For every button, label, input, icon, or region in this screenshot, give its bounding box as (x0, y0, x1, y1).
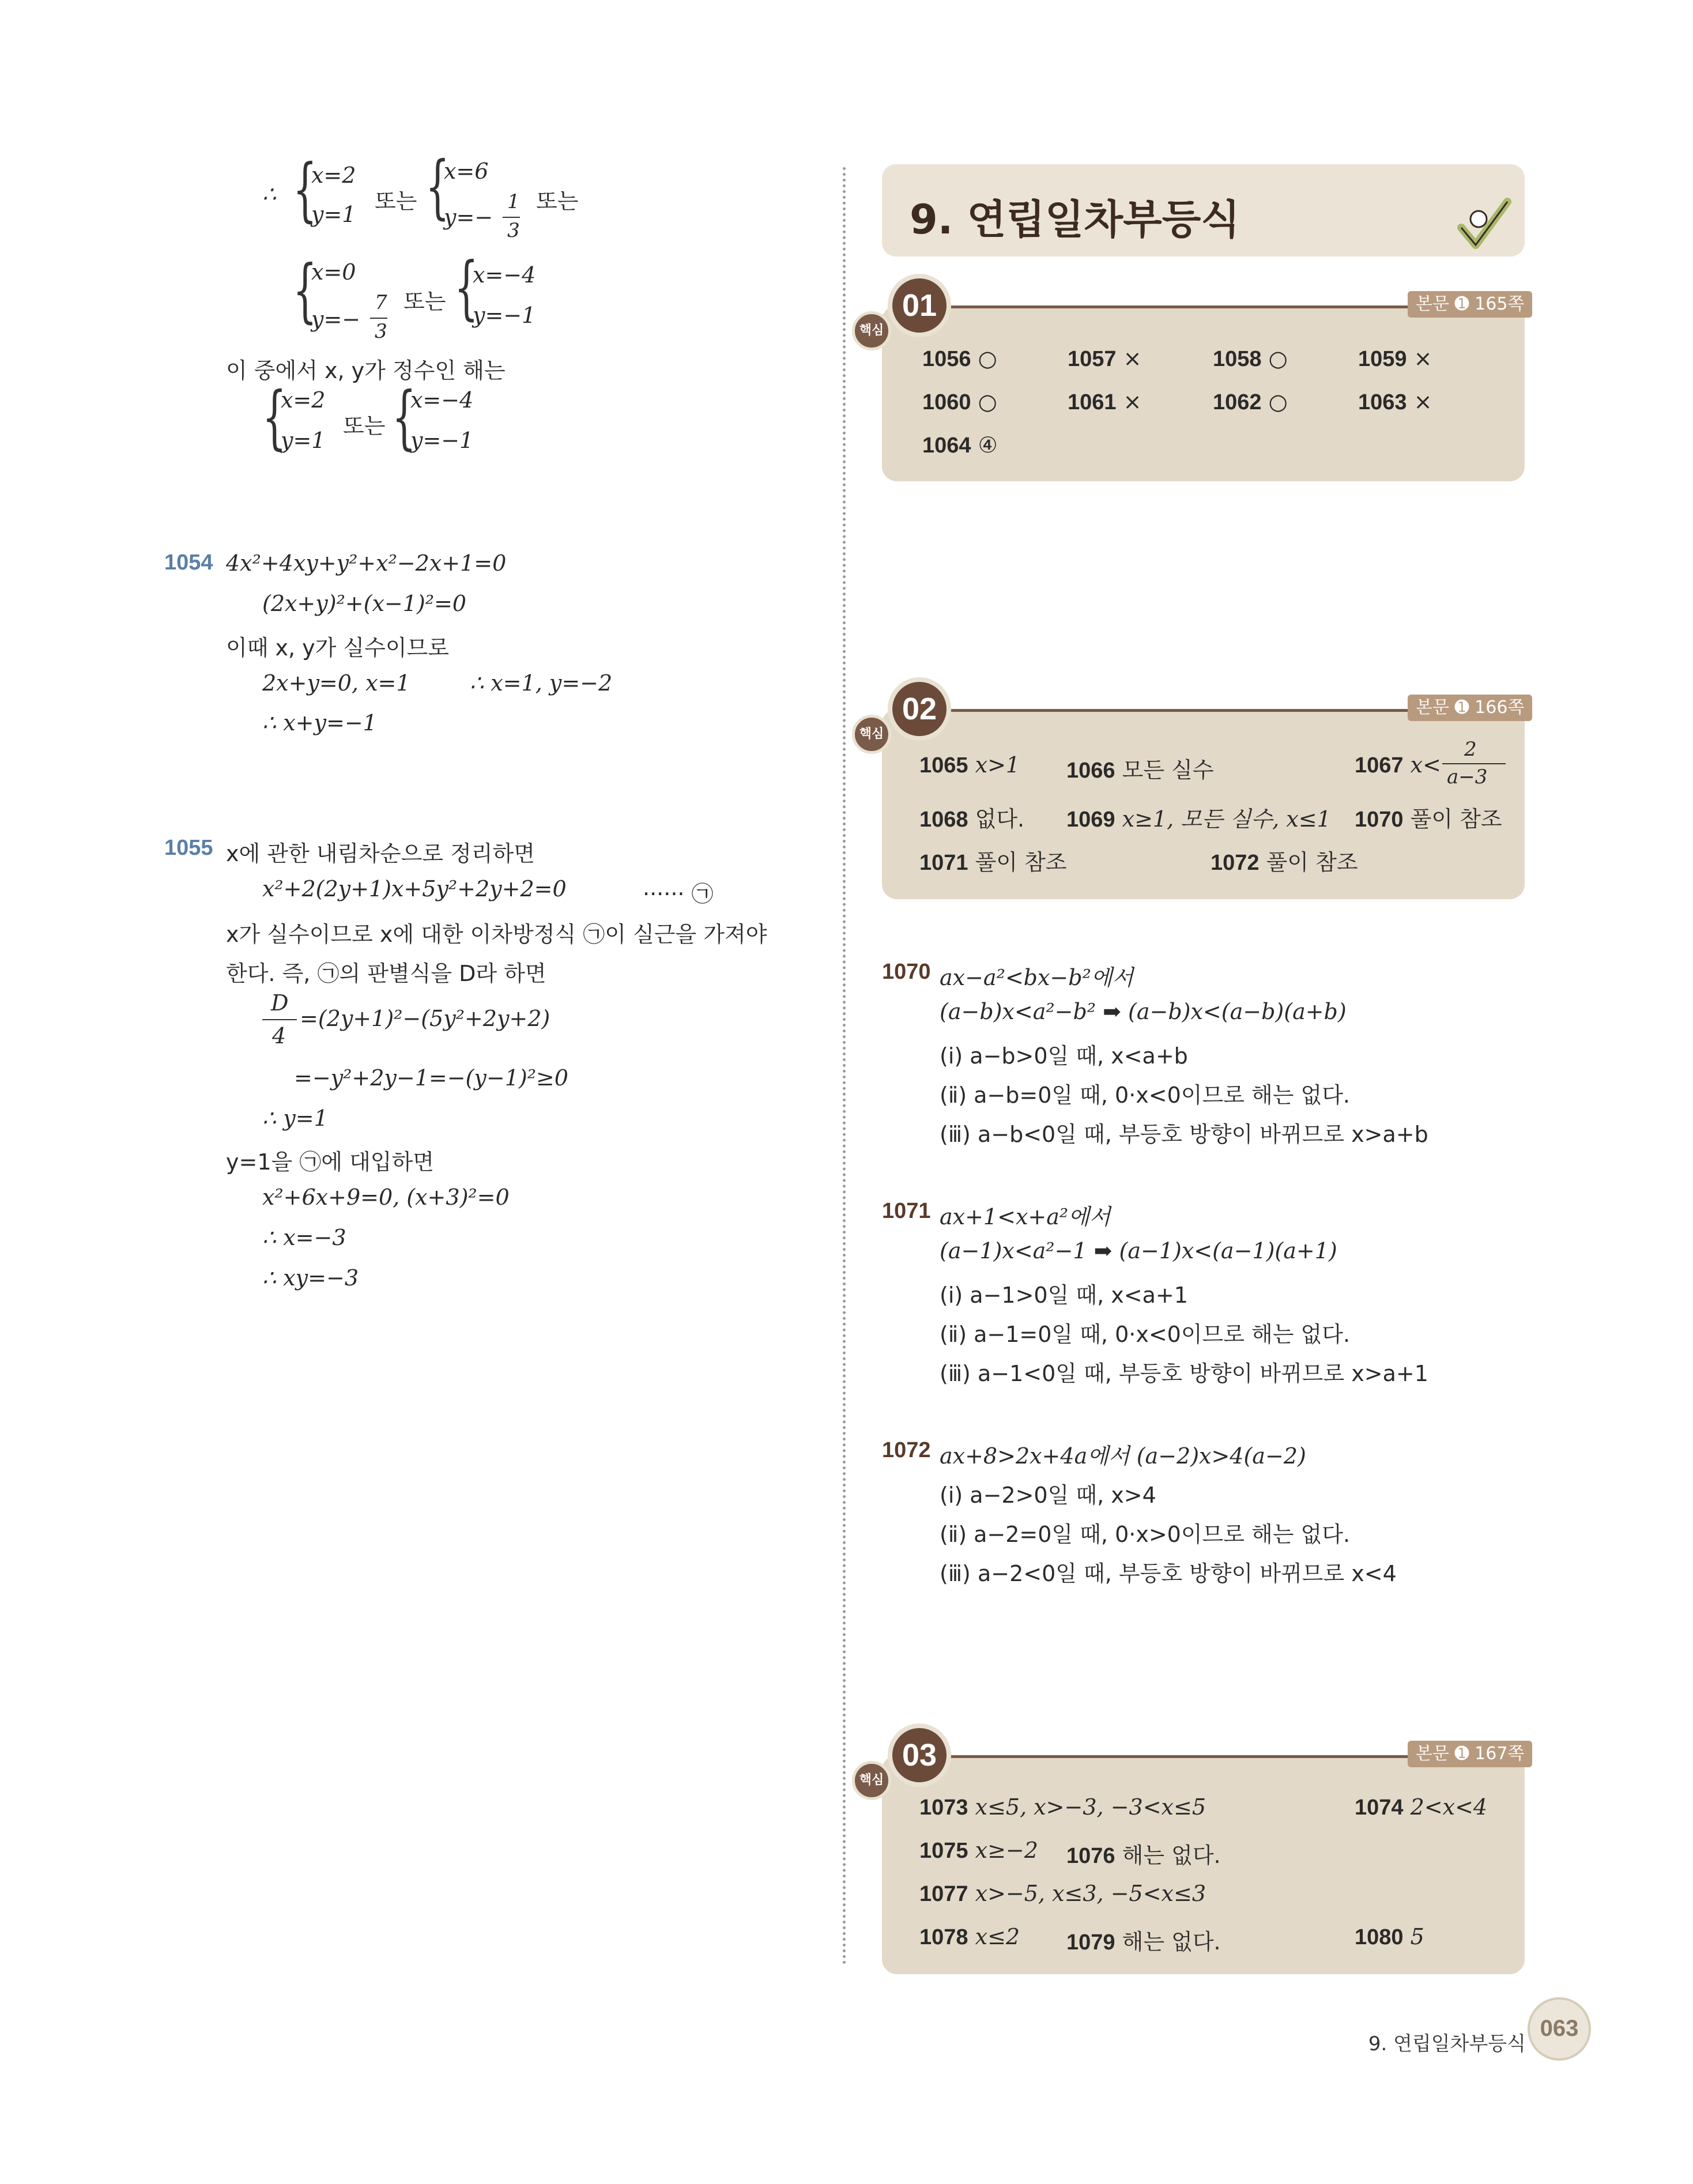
text-line: (ⅲ) a−2<0일 때, 부등호 방향이 바뀌므로 x<4 (940, 1561, 1397, 1586)
answer-number: 1075 (919, 1839, 968, 1863)
chapter-title-box (882, 164, 1525, 257)
problem-number: 1071 (882, 1199, 931, 1223)
answer-number: 1076 (1066, 1844, 1115, 1868)
equation: x=2 (281, 387, 326, 413)
answer-item (919, 1924, 1020, 1950)
equation: ∴ x=−3 (262, 1225, 346, 1250)
equation: x²+6x+9=0, (x+3)²=0 (262, 1185, 510, 1210)
equation: ax−a²<bx−b²에서 (940, 965, 1134, 990)
footer-chapter: 9. 연립일차부등식 (1368, 2032, 1526, 2055)
answer-number: 1056 (922, 347, 971, 371)
core-badge: 핵심 (852, 311, 891, 350)
answer-value: × (1413, 346, 1432, 371)
or-word: 또는 (375, 188, 417, 214)
page-reference: 본문 ➊ 167쪽 (1408, 1741, 1532, 1767)
core-badge: 핵심 (852, 1761, 891, 1800)
answer-section-02 (882, 709, 1525, 899)
fraction-bar (262, 1019, 297, 1020)
or-word: 또는 (343, 413, 386, 439)
brace-left: { (454, 248, 478, 328)
answer-value: ○ (978, 346, 997, 371)
answer-number: 1058 (1213, 347, 1262, 371)
page-reference: 본문 ➊ 165쪽 (1408, 291, 1532, 318)
answer-value: 없다. (975, 806, 1025, 832)
answer-item (1211, 844, 1358, 876)
answer-item (919, 1794, 1206, 1820)
answer-number: 1078 (919, 1925, 968, 1949)
equation: y=−1 (410, 428, 474, 453)
fraction-bar (370, 318, 387, 319)
answer-number: 1067 (1355, 753, 1404, 778)
section-badge: 02 (888, 677, 951, 741)
equation: ∴ y=1 (262, 1106, 328, 1131)
answer-number: 1059 (1358, 347, 1407, 371)
core-badge: 핵심 (852, 715, 891, 754)
equation: x=0 (311, 259, 356, 285)
answer-item (1068, 389, 1141, 415)
section-badge: 03 (888, 1723, 951, 1787)
problem-number: 1054 (164, 550, 213, 575)
answer-number: 1072 (1211, 851, 1260, 875)
chapter-title: 9. 연립일차부등식 (910, 196, 1240, 243)
answer-number: 1079 (1066, 1930, 1115, 1955)
answer-value: x≤5, x>−3, −3<x≤5 (975, 1794, 1206, 1820)
equation: x²+2(2y+1)x+5y²+2y+2=0 (262, 876, 567, 901)
brace-left: { (293, 251, 317, 331)
answer-value: x>−5, x≤3, −5<x≤3 (975, 1881, 1206, 1906)
answer-item (1358, 346, 1432, 372)
answer-item (919, 1881, 1206, 1907)
fraction-denominator: 4 (272, 1023, 286, 1048)
answer-item (1066, 801, 1331, 833)
answer-number: 1061 (1068, 390, 1117, 414)
answer-value: 5 (1410, 1924, 1424, 1949)
answer-item (1213, 389, 1288, 415)
answer-value: 해는 없다. (1122, 1843, 1221, 1868)
brace-left: { (262, 378, 286, 458)
answer-value: x≥1, 모든 실수, x≤1 (1122, 806, 1331, 832)
equation-mark: ······ ㉠ (643, 881, 714, 907)
equation: ∴ x+y=−1 (262, 710, 377, 735)
text-line: x에 관한 내림차순으로 정리하면 (226, 841, 535, 866)
text-line: (ⅲ) a−b<0일 때, 부등호 방향이 바뀌므로 x>a+b (940, 1122, 1428, 1147)
answer-item (922, 432, 998, 458)
fraction-bar (503, 217, 520, 218)
answer-item (1066, 752, 1214, 784)
fraction-denominator: 3 (375, 320, 387, 343)
text-line: (ⅱ) a−b=0일 때, 0·x<0이므로 해는 없다. (940, 1082, 1350, 1108)
answer-item (919, 844, 1067, 876)
answer-section-03 (882, 1755, 1525, 1974)
page-number: 063 (1528, 1997, 1591, 2061)
answer-item (1355, 1924, 1424, 1950)
answer-number: 1060 (922, 390, 971, 414)
text-line: (ⅲ) a−1<0일 때, 부등호 방향이 바뀌므로 x>a+1 (940, 1361, 1428, 1386)
answer-item (1358, 389, 1432, 415)
answer-item (919, 1838, 1038, 1864)
text-line: (ⅰ) a−2>0일 때, x>4 (940, 1483, 1156, 1508)
answer-item (1213, 346, 1288, 372)
equation: (2x+y)²+(x−1)²=0 (262, 591, 466, 616)
or-word: 또는 (404, 289, 446, 314)
answer-number: 1080 (1355, 1925, 1404, 1949)
answer-number: 1070 (1355, 808, 1404, 832)
answer-value: ○ (1268, 389, 1288, 414)
equation: ax+8>2x+4a에서 (a−2)x>4(a−2) (940, 1443, 1306, 1469)
brace-left: { (425, 147, 450, 227)
answer-value: x< (1410, 752, 1441, 778)
equation: 4x²+4xy+y²+x²−2x+1=0 (226, 550, 507, 576)
text-line: (ⅱ) a−1=0일 때, 0·x<0이므로 해는 없다. (940, 1322, 1351, 1347)
or-word: 또는 (536, 188, 579, 214)
answer-number: 1062 (1213, 390, 1262, 414)
equation: (a−b)x<a²−b² ➡ (a−b)x<(a−b)(a+b) (940, 999, 1347, 1024)
answer-section-01 (882, 305, 1525, 481)
problem-number: 1055 (164, 836, 213, 860)
answer-item (1066, 1838, 1221, 1869)
answer-number: 1057 (1068, 347, 1117, 371)
equation: y=1 (311, 202, 356, 227)
answer-value: × (1123, 389, 1142, 414)
text-line: 한다. 즉, ㉠의 판별식을 D라 하면 (226, 961, 546, 986)
answer-number: 1073 (919, 1796, 968, 1820)
answer-item (1068, 346, 1141, 372)
equation: =−y²+2y−1=−(y−1)²≥0 (294, 1065, 568, 1091)
equation: y=1 (281, 428, 326, 453)
problem-number: 1072 (882, 1438, 931, 1462)
text-line: 이 중에서 x, y가 정수인 해는 (226, 358, 506, 383)
equation: (a−1)x<a²−1 ➡ (a−1)x<(a−1)(a+1) (940, 1238, 1337, 1263)
brace-left: { (392, 378, 416, 458)
answer-value: ○ (1268, 346, 1288, 371)
equation: x=2 (311, 163, 356, 188)
answer-value: x>1 (975, 752, 1020, 778)
answer-value: x≤2 (975, 1924, 1020, 1949)
answer-value: × (1123, 346, 1142, 371)
equation: x=−4 (473, 262, 536, 288)
answer-value: x≥−2 (975, 1838, 1038, 1863)
fraction-bar (1442, 763, 1506, 764)
fraction-denominator: 3 (507, 219, 520, 242)
section-badge: 01 (888, 274, 951, 337)
text-line: x가 실수이므로 x에 대한 이차방정식 ㉠이 실근을 가져야 (226, 922, 767, 947)
answer-number: 1068 (919, 808, 968, 832)
equation: x=−4 (410, 387, 474, 413)
equation: ∴ x=1, y=−2 (470, 670, 613, 696)
equation: 2x+y=0, x=1 (262, 670, 410, 696)
text-line: 이때 x, y가 실수이므로 (226, 635, 449, 661)
brace-left: { (293, 150, 317, 230)
answer-number: 1063 (1358, 390, 1407, 414)
answer-number: 1065 (919, 753, 968, 778)
text-line: (ⅰ) a−1>0일 때, x<a+1 (940, 1283, 1188, 1308)
answer-item (919, 801, 1024, 833)
answer-number: 1064 (922, 433, 971, 458)
therefore-symbol: ∴ (262, 182, 277, 207)
text-line: (ⅰ) a−b>0일 때, x<a+b (940, 1043, 1188, 1069)
answer-number: 1074 (1355, 1796, 1404, 1820)
fraction-denominator: a−3 (1447, 765, 1488, 789)
answer-value: 풀이 참조 (1410, 806, 1502, 832)
equation: ∴ xy=−3 (262, 1265, 359, 1291)
answer-value: ○ (978, 389, 997, 414)
answer-item (919, 752, 1020, 778)
check-mascot-icon (1456, 196, 1513, 254)
fraction-numerator: 2 (1464, 738, 1477, 761)
answer-item (1355, 1794, 1487, 1820)
equation: y=− (311, 307, 361, 332)
answer-number: 1071 (919, 851, 968, 875)
answer-value: 2<x<4 (1410, 1794, 1488, 1820)
fraction-numerator: 7 (375, 291, 387, 314)
equation: x=6 (444, 159, 489, 184)
equation: ax+1<x+a²에서 (940, 1204, 1111, 1229)
answer-value: ④ (978, 432, 998, 458)
answer-value: 풀이 참조 (975, 850, 1067, 875)
text-line: y=1을 ㉠에 대입하면 (226, 1149, 434, 1175)
answer-value: 해는 없다. (1122, 1929, 1221, 1955)
answer-number: 1069 (1066, 808, 1115, 832)
fraction-numerator: D (271, 990, 289, 1016)
page-reference: 본문 ➊ 166쪽 (1408, 695, 1532, 721)
answer-value: 모든 실수 (1122, 757, 1214, 783)
equation: y=− (444, 205, 493, 230)
column-divider (843, 167, 846, 1966)
answer-value: 풀이 참조 (1266, 850, 1358, 875)
answer-number: 1077 (919, 1882, 968, 1906)
fraction-numerator: 1 (507, 190, 520, 213)
answer-item (1355, 752, 1441, 778)
equation: =(2y+1)²−(5y²+2y+2) (300, 1006, 550, 1031)
answer-number: 1066 (1066, 759, 1115, 783)
answer-item (922, 346, 997, 372)
text-line: (ⅱ) a−2=0일 때, 0·x>0이므로 해는 없다. (940, 1522, 1351, 1547)
equation: y=−1 (473, 303, 536, 328)
problem-number: 1070 (882, 960, 931, 984)
answer-value: × (1413, 389, 1432, 414)
answer-item (922, 389, 997, 415)
answer-item (1355, 801, 1502, 833)
answer-item (1066, 1924, 1221, 1956)
